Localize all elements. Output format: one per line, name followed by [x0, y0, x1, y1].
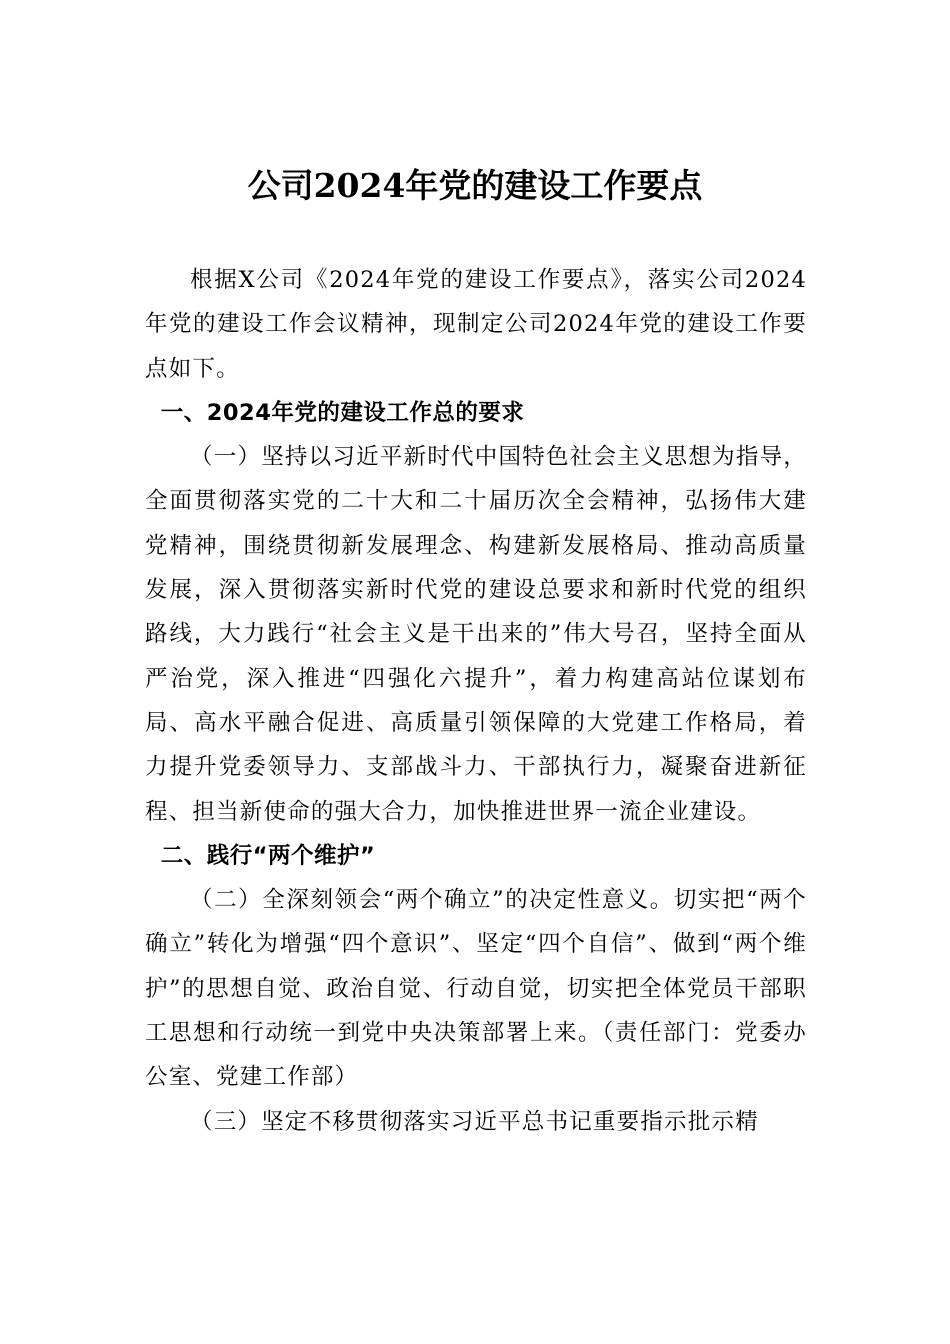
section-2-paragraph-2: （三）坚定不移贯彻落实习近平总书记重要指示批示精 [190, 1108, 759, 1135]
section-heading-2: 二、践行“两个维护” [160, 842, 376, 869]
document-body [145, 258, 807, 1144]
section-2-paragraph-1: （二）全深刻领会“两个确立”的决定性意义。切实把“两个确立”转化为增强“四个意识”、坚定“四个自信”、做到“两个维护”的思想自觉、政治自觉、行动自觉，切实把全体党员干部职工思想和行动统一到党中央决策部署上来。（责任部门：党委办公室、党建工作部） [145, 887, 807, 1091]
intro-paragraph: 根据X公司《2024年党的建设工作要点》，落实公司2024年党的建设工作会议精神，现制定公司2024年党的建设工作要点如下。 [145, 267, 807, 382]
section-1 [145, 391, 807, 834]
section-heading-1: 一、2024年党的建设工作总的要求 [160, 399, 525, 426]
document-title: 公司2024年党的建设工作要点 [247, 166, 703, 205]
section-1-paragraph-1: （一）坚持以习近平新时代中国特色社会主义思想为指导，全面贯彻落实党的二十大和二十届历次全会精神，弘扬伟大建党精神，围绕贯彻新发展理念、构建新发展格局、推动高质量发展，深入贯彻落实新时代党的建设总要求和新时代党的组织路线，大力践行“社会主义是干出来的”伟大号召，坚持全面从严治党，深入推进“四强化六提升”，着力构建高站位谋划布局、高水平融合促进、高质量引领保障的大党建工作格局，着力提升党委领导力、支部战斗力、干部执行力，凝聚奋进新征程、担当新使命的强大合力，加快推进世界一流企业建设。 [145, 444, 807, 825]
section-2 [145, 834, 807, 1144]
